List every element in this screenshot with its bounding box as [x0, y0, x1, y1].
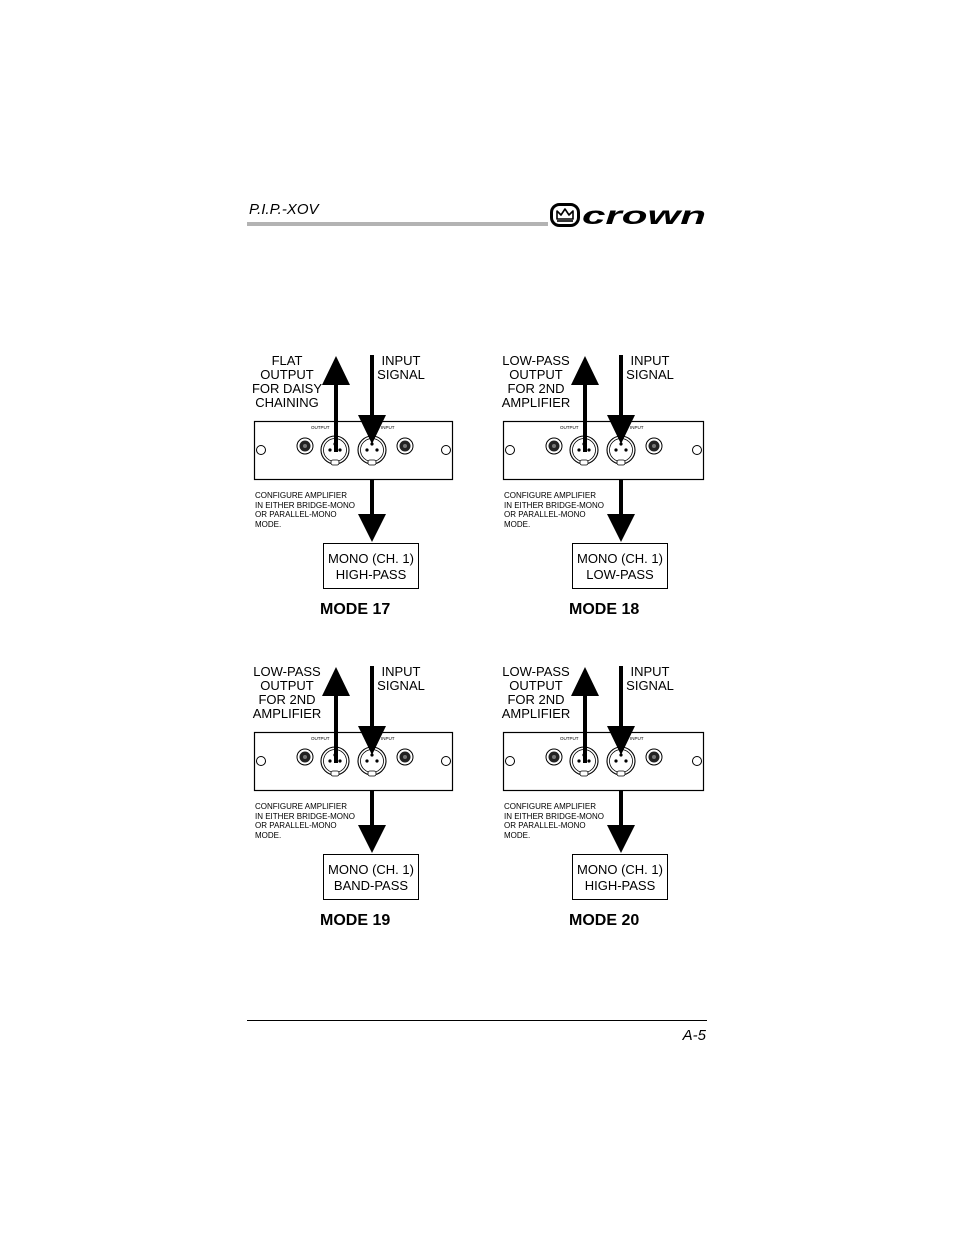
input-jack-label: INPUT: [381, 425, 395, 430]
output-label: LOW-PASS OUTPUT FOR 2ND AMPLIFIER: [501, 353, 571, 410]
configure-note: CONFIGURE AMPLIFIER IN EITHER BRIDGE-MONO OR PARALLEL-MONO MODE.: [504, 491, 605, 529]
pip-card: [504, 422, 704, 480]
page-number: A-5: [682, 1027, 706, 1044]
configure-note: CONFIGURE AMPLIFIER IN EITHER BRIDGE-MONO OR PARALLEL-MONO MODE.: [504, 802, 605, 840]
configure-note: CONFIGURE AMPLIFIER IN EITHER BRIDGE-MONO OR PARALLEL-MONO MODE.: [255, 491, 356, 529]
brand-wordmark: crown: [582, 203, 706, 227]
result-box: MONO (CH. 1) HIGH-PASS: [323, 543, 419, 589]
crown-icon: [557, 209, 573, 219]
header-rule: [247, 222, 548, 226]
configure-note: CONFIGURE AMPLIFIER IN EITHER BRIDGE-MONO OR PARALLEL-MONO MODE.: [255, 802, 356, 840]
input-jack-label: INPUT: [630, 736, 644, 741]
result-box: MONO (CH. 1) HIGH-PASS: [572, 854, 668, 900]
result-arrow-head: [607, 825, 635, 853]
crown-logo: [550, 203, 708, 227]
mode-title: MODE 18: [569, 601, 640, 618]
output-jack-label: OUTPUT: [560, 425, 579, 430]
input-label: INPUT SIGNAL: [626, 664, 674, 693]
mode-diagram-18: [496, 350, 954, 650]
output-jack-label: OUTPUT: [311, 736, 330, 741]
footer-rule: [247, 1020, 707, 1021]
output-jack-label: OUTPUT: [560, 736, 579, 741]
output-label: FLAT OUTPUT FOR DAISY CHAINING: [251, 353, 323, 410]
mode-title: MODE 20: [569, 912, 640, 929]
input-label: INPUT SIGNAL: [377, 664, 425, 693]
input-label: INPUT SIGNAL: [377, 353, 425, 382]
result-box: MONO (CH. 1) BAND-PASS: [323, 854, 419, 900]
mode-title: MODE 17: [320, 601, 391, 618]
result-arrow-head: [358, 825, 386, 853]
input-label: INPUT SIGNAL: [626, 353, 674, 382]
result-arrow-head: [358, 514, 386, 542]
pip-card: [255, 422, 453, 480]
result-box: MONO (CH. 1) LOW-PASS: [572, 543, 668, 589]
input-jack-label: INPUT: [381, 736, 395, 741]
pip-card: [504, 733, 704, 791]
mode-diagram-20: [496, 661, 954, 961]
output-jack-label: OUTPUT: [311, 425, 330, 430]
input-jack-label: INPUT: [630, 425, 644, 430]
pip-card: [255, 733, 453, 791]
result-arrow-head: [607, 514, 635, 542]
mode-title: MODE 19: [320, 912, 391, 929]
output-label: LOW-PASS OUTPUT FOR 2ND AMPLIFIER: [501, 664, 571, 721]
output-label: LOW-PASS OUTPUT FOR 2ND AMPLIFIER: [252, 664, 322, 721]
doc-title: P.I.P.-XOV: [249, 201, 319, 218]
